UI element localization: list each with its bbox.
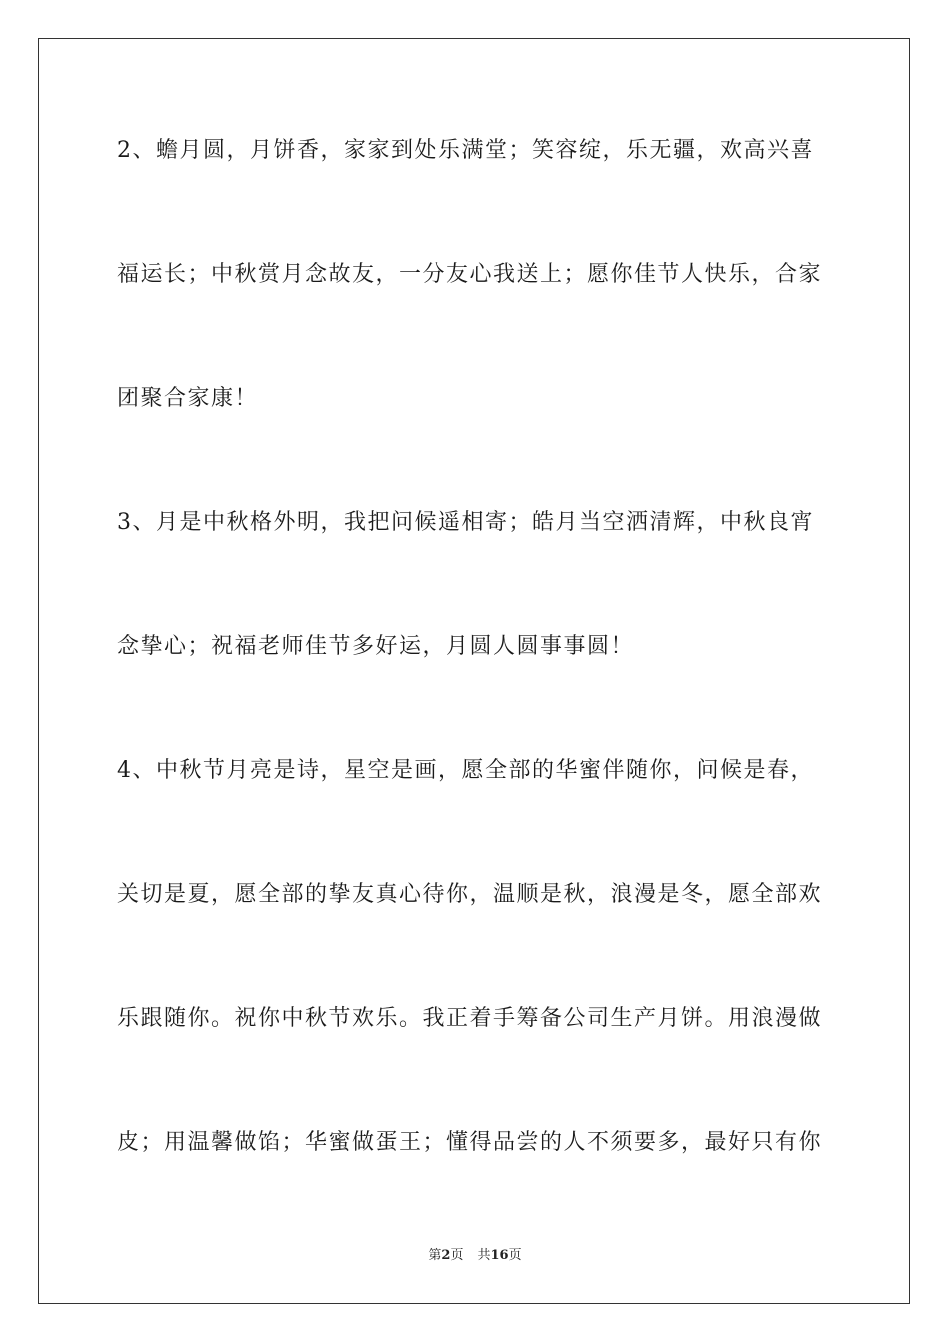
text-line: 3、月是中秋格外明，我把问候遥相寄；皓月当空洒清辉，中秋良宵 — [117, 510, 814, 535]
text-line: 乐跟随你。祝你中秋节欢乐。我正着手筹备公司生产月饼。用浪漫做 — [117, 1006, 823, 1031]
page-footer — [0, 1247, 950, 1265]
text-line: 关切是夏，愿全部的挚友真心待你，温顺是秋，浪漫是冬，愿全部欢 — [117, 882, 823, 907]
page-number: 2 — [441, 1248, 451, 1263]
page-prefix: 第 — [428, 1248, 442, 1263]
text-line: 念挚心；祝福老师佳节多好运，月圆人圆事事圆！ — [117, 634, 635, 659]
text-line: 2、蟾月圆，月饼香，家家到处乐满堂；笑容绽，乐无疆，欢高兴喜 — [117, 138, 814, 163]
total-pages: 16 — [490, 1248, 509, 1263]
text-line: 4、中秋节月亮是诗，星空是画，愿全部的华蜜伴随你，问候是春， — [117, 758, 814, 783]
text-line: 皮；用温馨做馅；华蜜做蛋王；懂得品尝的人不须要多，最好只有你 — [117, 1130, 823, 1155]
text-line: 团聚合家康！ — [117, 386, 259, 411]
total-suffix: 页 — [508, 1248, 522, 1263]
total-prefix: 共 — [477, 1248, 491, 1263]
page-suffix: 页 — [450, 1248, 464, 1263]
page-border — [38, 38, 910, 1304]
text-line: 福运长；中秋赏月念故友，一分友心我送上；愿你佳节人快乐，合家 — [117, 262, 823, 287]
